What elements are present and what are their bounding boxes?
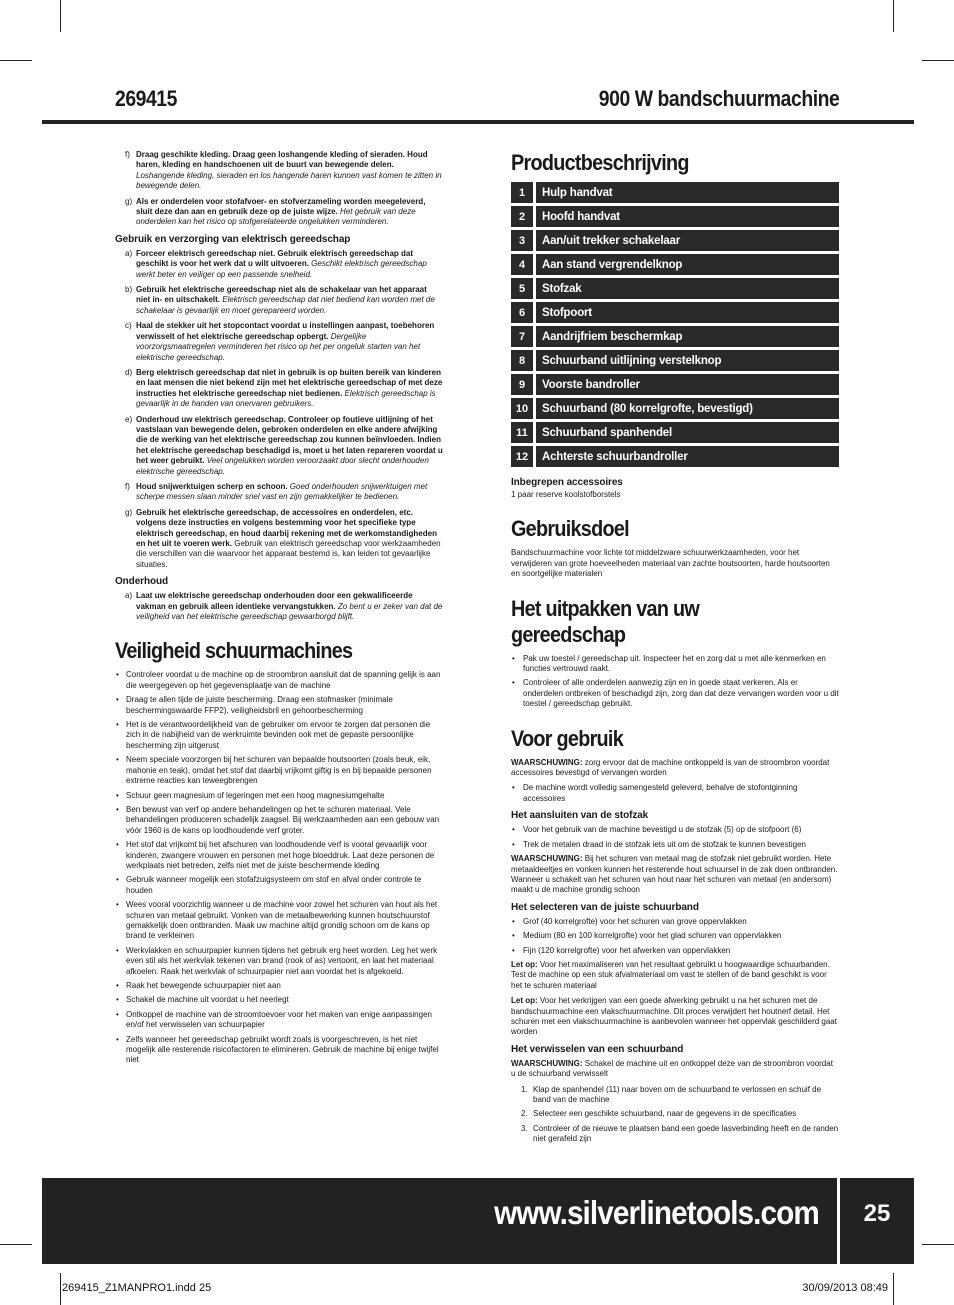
part-row — [511, 254, 839, 275]
warning-label: WAARSCHUWING: — [511, 757, 583, 767]
item-italic: Elektrisch gereedschap dat niet bediend kan worden met de schakelaar is gevaarlijk en moet gerepareerd worden. — [136, 295, 435, 315]
part-label: Hulp handvat — [536, 182, 839, 203]
step-number: 3. — [521, 1123, 528, 1133]
note-2: Let op: Voor het verkrijgen van een goede afwerking gebruikt u na het schuren met de bandschuurmachine een vlakschuurmachine. Dit proces verwijdert het houtnerf detail. Het schuren met een vlakschuurmachine is aanbevolen wanneer het oppervlak geschilderd gaat worden — [511, 996, 837, 1037]
part-label: Aan stand vergrendelknop — [536, 254, 839, 275]
change-heading: Het verwisselen van een schuurband — [511, 1043, 684, 1055]
service-list — [115, 591, 443, 622]
part-number: 10 — [511, 398, 533, 419]
item-italic: Goed onderhouden snijwerktuigen met scherpe messen slaan minder snel vast en zijn gemakkelijker te bedienen. — [136, 481, 428, 502]
list-item — [115, 368, 443, 410]
section-title-safety: Veiligheid schuurmachines — [115, 638, 353, 664]
change-warning: WAARSCHUWING: Schakel de machine uit en ontkoppel deze van de stroombron voordat u de schuurband verwisselt — [511, 1058, 833, 1079]
item-italic: Dergelijke voorzorgsmaatregelen verminderen het risico op het per ongeluk starten van het elektrische gereedschap. — [136, 331, 421, 362]
list-item — [115, 482, 443, 503]
footer-bar — [42, 1178, 837, 1264]
part-label: Stofpoort — [536, 302, 839, 323]
item-letter: g) — [125, 196, 133, 206]
safety-clothing-list — [115, 150, 443, 228]
bullet-item: • Wees vooral voorzichtig wanneer u de machine voor zowel het schuren van hout als het schuren van metaal gebruikt. Vonken van de metaalbewerking kunnen houtschuurstof gemakkelijk doen ontbranden. Maak uw machine altijd grondig schoon om de kans op brand te verkleinen — [115, 900, 443, 942]
part-label: Schuurband uitlijning verstelknop — [536, 350, 839, 371]
bullet-item: • Trek de metalen draad in de stofzak iets uit om de stofzak te kunnen bevestigen — [511, 840, 839, 850]
part-number: 5 — [511, 278, 533, 299]
section-title-use: Gebruiksdoel — [511, 516, 629, 542]
crop-mark — [60, 1273, 61, 1305]
item-bold: Forceer elektrisch gereedschap niet. Gebruik elektrisch gereedschap dat geschikt is voor het werk dat u wilt uitvoeren. — [136, 248, 414, 269]
bullet-item: • Grof (40 korrelgrofte) voor het schuren van grove oppervlakken — [511, 917, 839, 927]
before-warning: WAARSCHUWING: zorg ervoor dat de machine ontkoppeld is van de stroombron voordat accessoires bevestigd of vervangen worden — [511, 757, 830, 778]
safety-bullet-list — [115, 670, 443, 1065]
item-letter: c) — [125, 321, 132, 331]
bullet-item: • Schuur geen magnesium of legeringen met een hoog magnesiumgehalte — [115, 791, 443, 801]
right-column — [511, 150, 839, 1149]
part-number: 1 — [511, 182, 533, 203]
list-item — [115, 321, 443, 363]
crop-mark — [0, 1244, 32, 1245]
item-letter: f) — [125, 150, 130, 159]
before-bullet-list — [511, 783, 839, 804]
bullet-item: • Controleer of alle onderdelen aanwezig zijn en in goede staat verkeren. Als er onderdelen ontbreken of beschadigd zijn, zorg dan dat deze vervangen worden voor u dit toestel / gereedschap gebruikt. — [511, 678, 839, 709]
accessories-text: 1 paar reserve koolstofborstels — [511, 490, 621, 499]
bullet-item: • Ontkoppel de machine van de stroomtoevoer voor het maken van enige aanpassingen en/of het verwisselen van schuurpapier — [115, 1010, 443, 1031]
parts-table — [511, 182, 839, 467]
item-bold: Draag geschikte kleding. Draag geen loshangende kleding of sieraden. Houd haren, kleding en handschoenen uit de buurt van bewegende delen. — [136, 150, 428, 170]
bullet-item: • Schakel de machine uit voordat u het neerlegt — [115, 995, 443, 1005]
part-row — [511, 182, 839, 203]
step-number: 1. — [521, 1084, 528, 1094]
part-row — [511, 326, 839, 347]
use-text: Bandschuurmachine voor lichte tot middelzware schuurwerkzaamheden, voor het verwijderen van grote hoeveelheden materiaal van zachte houtsoorten, harde houtsoorten en soortgelijke materialen — [511, 548, 830, 579]
bullet-item: • Het stof dat vrijkomt bij het afschuren van loodhoudende verf is vooral gevaarlijk voor kinderen, zwangere vrouwen en personen met hoge bloeddruk. Laat deze personen de werkplaats niet betreden, zelfs niet met de juiste beschermende kleding — [115, 840, 443, 871]
part-number: 4 — [511, 254, 533, 275]
step-item — [511, 1109, 839, 1119]
part-row — [511, 374, 839, 395]
part-label: Voorste bandroller — [536, 374, 839, 395]
section-title-unpack-1: Het uitpakken van uw — [511, 595, 700, 621]
part-number: 11 — [511, 422, 533, 443]
bullet-item: • Raak het bewegende schuurpapier niet aan — [115, 981, 443, 991]
dust-warning: WAARSCHUWING: Bij het schuren van metaal mag de stofzak niet gebruikt worden. Hete metaaldeeltjes en vonken kunnen het resterende hout schuursel in de zak doen ontbranden. Wanneer u schakelt van het schuren van hout naar het schuren van metaal (en andersom) maakt u de machine grondig schoon — [511, 854, 838, 895]
bullet-item: • Werkvlakken en schuurpapier kunnen tijdens het gebruik erg heet worden. Leg het werk even stil als het werkvlak tekenen van brand (rook of as) vertoont, en laat het materiaal afkoelen. Raak het werkvlak of schuurpapier niet aan voordat het is afgekoeld. — [115, 946, 443, 977]
slug-date: 30/09/2013 08:49 — [802, 1282, 888, 1294]
bullet-item: • Het is de verantwoordelijkheid van de gebruiker om ervoor te zorgen dat personen die zich in de nabijheid van de werkruimte bevinden ook met de gepaste persoonlijke bescherming zijn uitgerust — [115, 720, 443, 751]
section-title-unpack-2: gereedschap — [511, 621, 626, 647]
bullet-item: • Medium (80 en 100 korrelgrofte) voor het glad schuren van oppervlakken — [511, 931, 839, 941]
part-number: 2 — [511, 206, 533, 227]
step-text: Selecteer een geschikte schuurband, naar de gegevens in de specificaties — [533, 1109, 797, 1119]
item-letter: b) — [125, 285, 133, 295]
note-1: Let op: Voor het maximaliseren van het resultaat gebruikt u hoogwaardige schuurbanden. Test de machine op een stuk afvalmateriaal om vast te stellen of de band geschikt is voor het te schuren materiaal — [511, 959, 830, 990]
list-item — [115, 197, 443, 228]
bullet-item: • Fijn (120 korrelgrofte) voor het afwerken van oppervlakken — [511, 946, 839, 956]
part-label: Schuurband spanhendel — [536, 422, 839, 443]
part-number: 8 — [511, 350, 533, 371]
item-letter: g) — [125, 507, 133, 517]
item-letter: f) — [125, 481, 130, 491]
item-bold: Als er onderdelen voor stofafvoer- en stofverzameling worden meegeleverd, sluit deze dan aan en gebruik deze op de juiste wijze. — [136, 196, 426, 217]
item-italic: Elektrisch gereedschap is gevaarlijk in de handen van onervaren gebruikers. — [136, 388, 436, 409]
item-letter: d) — [125, 367, 133, 377]
item-italic: Loshangende kleding, sieraden en los hangende haren kunnen vast komen te zitten in bewegende delen. — [136, 170, 442, 191]
list-item — [115, 150, 443, 192]
part-label: Stofzak — [536, 278, 839, 299]
item-italic: Geschikt elektrisch gereedschap werkt beter en veiliger op een passende snelheid. — [136, 259, 427, 279]
item-bold: Berg elektrisch gereedschap dat niet in gebruik is op buiten bereik van kinderen en laat mensen die niet bekend zijn met het elektrische gereedschap of met deze instructies het elektrische gereedschap niet bedienen. — [136, 367, 443, 398]
part-number: 3 — [511, 230, 533, 251]
accessories-heading: Inbegrepen accessoires — [511, 477, 623, 488]
change-steps-list — [511, 1085, 839, 1145]
item-bold: Gebruik het elektrische gereedschap niet als de schakelaar van het apparaat niet in- en uitschakelt. — [136, 285, 427, 305]
crop-mark — [893, 0, 894, 32]
step-text: Controleer of de nieuwe te plaatsen band een goede lasverbinding heeft en de randen niet gerafeld zijn — [533, 1123, 839, 1144]
slug-filename: 269415_Z1MANPRO1.indd 25 — [62, 1282, 212, 1294]
select-heading: Het selecteren van de juiste schuurband — [511, 901, 699, 913]
power-tool-use-list — [115, 249, 443, 570]
list-item — [115, 415, 443, 477]
part-label: Aan/uit trekker schakelaar — [536, 230, 839, 251]
item-bold: Laat uw elektrische gereedschap onderhouden door een gekwalificeerde vakman en gebruik alleen identieke vervangstukken. — [136, 591, 413, 611]
crop-mark — [922, 60, 954, 61]
step-item — [511, 1085, 839, 1106]
part-row — [511, 422, 839, 443]
bullet-item: • Zelfs wanneer het gereedschap gebruikt wordt zoals is voorgeschreven, is het niet mogelijk alle resterende risicofactoren te elimineren. Gebruik de machine bij enige twijfel niet — [115, 1035, 443, 1066]
bullet-item: • Controleer voordat u de machine op de stroombron aansluit dat de spanning gelijk is aan die weergegeven op het gegevensplaatje van de machine — [115, 670, 443, 691]
part-row — [511, 230, 839, 251]
dust-bullet-list — [511, 825, 839, 850]
step-item — [511, 1124, 839, 1145]
part-number: 7 — [511, 326, 533, 347]
crop-mark — [922, 1244, 954, 1245]
list-item — [115, 508, 443, 570]
section-title-before-use: Voor gebruik — [511, 725, 624, 751]
item-letter: a) — [125, 591, 133, 601]
item-bold: Haal de stekker uit het stopcontact voordat u instellingen aanpast, toebehoren verwisselt of het elektrische gereedschap opbergt. — [136, 321, 435, 341]
unpack-bullet-list — [511, 654, 839, 710]
item-bold: Houd snijwerktuigen scherp en schoon. — [136, 481, 288, 491]
part-label: Schuurband (80 korrelgrofte, bevestigd) — [536, 398, 839, 419]
dust-heading: Het aansluiten van de stofzak — [511, 810, 649, 822]
crop-mark — [893, 1273, 894, 1305]
bullet-item: • Gebruik wanneer mogelijk een stofafzuigsysteem om stof en afval onder controle te houden — [115, 875, 443, 896]
bullet-item: • Neem speciale voorzorgen bij het schuren van bepaalde houtsoorten (zoals beuk, eik, mahonie en teak), omdat het stof dat daarbij vrijkomt giftig is en bij bepaalde personen extreme reacties kan teweegbrengen — [115, 755, 443, 786]
part-label: Hoofd handvat — [536, 206, 839, 227]
part-row — [511, 278, 839, 299]
left-column — [115, 150, 443, 1070]
item-italic: Het gebruik van deze onderdelen kan het risico op stofgerelateerde ongelukken verminderen. — [136, 207, 416, 227]
part-row — [511, 350, 839, 371]
part-row — [511, 206, 839, 227]
part-label: Achterste schuurbandroller — [536, 446, 839, 467]
part-row — [511, 446, 839, 467]
item-letter: e) — [125, 414, 133, 424]
part-row — [511, 398, 839, 419]
bullet-item: • De machine wordt volledig samengesteld geleverd, behalve de stofontginning accessoires — [511, 783, 839, 804]
section-title-product: Productbeschrijving — [511, 150, 689, 175]
item-bold: Onderhoud uw elektrisch gereedschap. Controleer op foutieve uitlijning of het vastslaan van bewegende delen, gebroken onderdelen en elke andere afwijking die de werking van het elektrische gereedschap zou kunnen beïnvloeden. Indien het elektrische gereedschap beschadigd is, moet u het laten repareren voordat u het weer gebruikt. — [136, 414, 443, 466]
bullet-item: • Pak uw toestel / gereedschap uit. Inspecteer het en zorg dat u met alle kenmerken en functies vertrouwd raakt. — [511, 654, 839, 675]
header-rule — [42, 120, 914, 124]
list-item — [115, 249, 443, 280]
part-number: 12 — [511, 446, 533, 467]
page-number: 25 — [840, 1178, 914, 1264]
item-rest: Gebruik van elektrisch gereedschap voor werkzaamheden die verschillen van die waarvoor het apparaat bestemd is, kan leiden tot gevaarlijke situaties. — [136, 539, 441, 569]
bullet-item: • Draag te allen tijde de juiste bescherming. Draag een stofmasker (minimale beschermingswaarde FFP2), veiligheidsbril en gehoorbescherming — [115, 695, 443, 716]
step-text: Klap de spanhendel (11) naar boven om de schuurband te verlossen en schuif de band van de machine — [533, 1084, 822, 1104]
item-letter: a) — [125, 248, 133, 258]
part-number: 9 — [511, 374, 533, 395]
step-number: 2. — [521, 1109, 528, 1119]
list-item — [115, 285, 443, 316]
product-name: 900 W bandschuurmachine — [598, 86, 839, 111]
list-item — [115, 591, 443, 622]
crop-mark — [60, 0, 61, 32]
item-italic: Veel ongelukken worden veroorzaakt door slecht onderhouden elektrische gereedschap. — [136, 456, 429, 476]
item-italic: Zo bent u er zeker van dat de veiligheid van het elektrische gereedschap gewaarborgd blijft. — [136, 601, 443, 622]
item-bold: Gebruik het elektrische gereedschap, de accessoires en onderdelen, etc. volgens deze instructies en volgens bestemming voor het specifieke type elektrisch gereedschap, en houd daarbij rekening met de werkomstandigheden en het uit te voeren werk. — [136, 507, 437, 548]
subheading-service: Onderhoud — [115, 576, 168, 588]
bullet-item: • Ben bewust van verf op andere behandelingen op het te schuren materiaal. Vele behandelingen produceren schadelijk zaagsel. Bij werkzaamheden aan een gebouw van vóór 1960 is de kans op loodhoudende verf groter. — [115, 805, 443, 836]
crop-mark — [0, 60, 32, 61]
website-link[interactable]: www.silverlinetools.com — [494, 1194, 819, 1231]
subheading-power-tool-use: Gebruik en verzorging van elektrisch gereedschap — [115, 233, 351, 245]
product-code: 269415 — [115, 86, 177, 111]
part-label: Aandrijfriem beschermkap — [536, 326, 839, 347]
bullet-item: • Voor het gebruik van de machine bevestigd u de stofzak (5) op de stofpoort (6) — [511, 825, 839, 835]
part-row — [511, 302, 839, 323]
part-number: 6 — [511, 302, 533, 323]
select-bullet-list — [511, 917, 839, 956]
